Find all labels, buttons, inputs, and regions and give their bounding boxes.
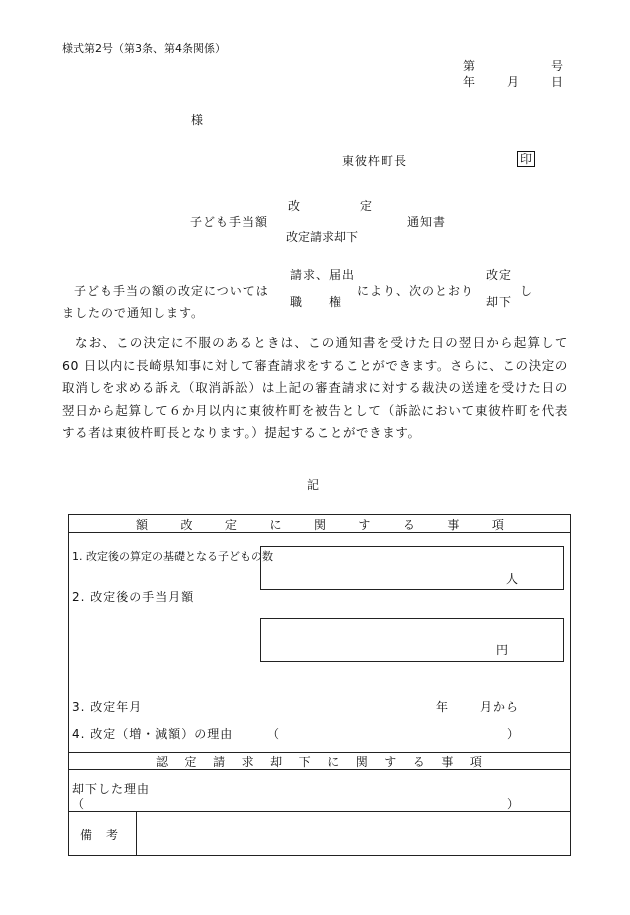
- heading-char: 下: [298, 755, 311, 769]
- doc-number-prefix: 第: [463, 59, 476, 73]
- form-number: 様式第2号（第3条、第4条関係）: [62, 42, 226, 55]
- reason-close-paren: ）: [507, 727, 520, 741]
- remarks-label: 備 考: [80, 828, 120, 842]
- reject-open-paren: （: [72, 797, 85, 811]
- notice-option-upper-right: 改定: [486, 268, 513, 282]
- notice-main-left: 子ども手当の額の改定については: [74, 284, 269, 298]
- date-year-label: 年: [463, 75, 476, 89]
- heading-char: 事: [441, 755, 454, 769]
- heading-char: 却: [270, 755, 283, 769]
- notice-main-mid: により、次のとおり: [357, 284, 475, 298]
- revision-month-label: 月から: [480, 700, 520, 714]
- notice-option-lower: 職 権: [290, 295, 343, 309]
- heading-char: 事: [447, 518, 460, 532]
- addressee-suffix: 様: [191, 113, 204, 127]
- title-suffix: 通知書: [407, 215, 447, 229]
- heading-char: 請: [213, 755, 226, 769]
- reject-close-paren: ）: [507, 797, 520, 811]
- notice-main-right: し: [520, 284, 533, 298]
- title-option-tei: 定: [360, 199, 373, 213]
- monthly-amount-field[interactable]: [260, 618, 564, 662]
- doc-number-suffix: 号: [551, 59, 564, 73]
- remarks-field[interactable]: [137, 812, 570, 855]
- item2-label: 2. 改定後の手当月額: [72, 590, 195, 604]
- notice-option-lower-right: 却下: [486, 295, 513, 309]
- table-divider: [68, 532, 571, 533]
- heading-char: す: [384, 755, 397, 769]
- heading-char: 額: [136, 518, 149, 532]
- ki-mark: 記: [307, 478, 320, 492]
- date-month-label: 月: [507, 75, 520, 89]
- reason-open-paren: （: [267, 727, 280, 741]
- heading-char: 定: [184, 755, 197, 769]
- reject-reason-label: 却下した理由: [72, 782, 151, 796]
- heading-char: る: [412, 755, 425, 769]
- heading-char: に: [269, 518, 282, 532]
- heading-char: 改: [180, 518, 193, 532]
- section1-heading: [136, 516, 504, 533]
- title-option-kai: 改: [288, 199, 301, 213]
- monthly-amount-unit: 円: [496, 643, 509, 657]
- revision-year-label: 年: [436, 700, 449, 714]
- seal-mark: 印: [517, 151, 535, 167]
- date-day-label: 日: [551, 75, 564, 89]
- appeal-paragraph: なお、この決定に不服のあるときは、この通知書を受けた日の翌日から起算して 60 日以内に長崎県知事に対して審査請求をすることができます。さらに、この決定の取消しを求める訴え（取消訴訟）は上記の審査請求に対する裁決の送達を受けた日の翌日から起算して６か月以内に東彼杵町を被告として（訴訟において東彼杵町を代表する者は東彼杵町長となります。）提起することができます。: [62, 335, 568, 440]
- children-count-field[interactable]: [260, 546, 564, 590]
- notice-second-line: ましたので通知します。: [62, 306, 205, 320]
- title-option-lower: 改定請求却下: [286, 230, 359, 244]
- sender-title: 東彼杵町長: [342, 154, 408, 168]
- heading-char: る: [402, 518, 415, 532]
- heading-char: 定: [224, 518, 237, 532]
- table-divider: [68, 769, 571, 770]
- heading-char: 認: [156, 755, 169, 769]
- heading-char: 関: [313, 518, 326, 532]
- section2-heading: [156, 753, 482, 770]
- heading-char: 関: [355, 755, 368, 769]
- notice-option-upper: 請求、届出: [290, 268, 356, 282]
- item4-label: 4. 改定（増・減額）の理由: [72, 727, 234, 741]
- heading-char: 項: [469, 755, 482, 769]
- heading-char: 項: [491, 518, 504, 532]
- heading-char: す: [358, 518, 371, 532]
- heading-char: 求: [241, 755, 254, 769]
- children-count-unit: 人: [506, 572, 519, 586]
- title-prefix: 子ども手当額: [190, 215, 269, 229]
- item3-label: 3. 改定年月: [72, 700, 143, 714]
- heading-char: に: [327, 755, 340, 769]
- item1-label: 1. 改定後の算定の基礎となる子どもの数: [72, 550, 273, 563]
